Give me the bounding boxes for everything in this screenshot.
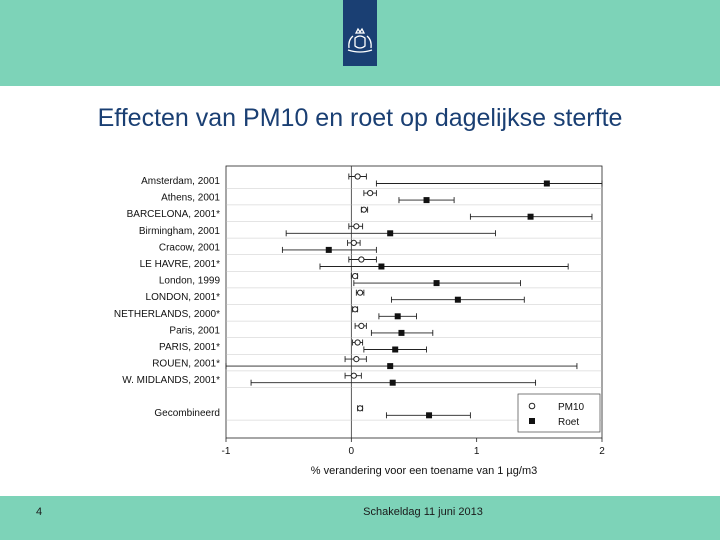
forest-plot xyxy=(100,160,620,480)
roet-point xyxy=(387,230,393,236)
roet-point xyxy=(455,297,461,303)
pm10-point xyxy=(351,240,356,245)
x-tick-label: 0 xyxy=(348,446,355,457)
row-label: London, 1999 xyxy=(158,275,220,287)
pm10-point xyxy=(368,191,373,196)
row-label: LE HAVRE, 2001* xyxy=(139,259,220,270)
pm10-point xyxy=(352,307,357,312)
row-label: PARIS, 2001* xyxy=(159,342,220,353)
row-label: W. MIDLANDS, 2001* xyxy=(122,375,220,387)
roet-point xyxy=(387,363,393,369)
roet-point xyxy=(398,330,404,336)
roet-point xyxy=(326,247,332,253)
row-label: Amsterdam, 2001 xyxy=(141,176,220,187)
roet-point xyxy=(392,347,398,353)
roet-point xyxy=(424,197,430,203)
pm10-point xyxy=(358,290,363,295)
pm10-point xyxy=(354,357,359,362)
roet-point xyxy=(434,280,440,286)
row-label: Gecombineerd xyxy=(154,407,220,419)
roet-point xyxy=(390,380,396,386)
pm10-point xyxy=(355,340,360,345)
row-label: NETHERLANDS, 2000* xyxy=(113,308,220,320)
crest-icon xyxy=(343,0,377,66)
page-number: 4 xyxy=(36,506,43,518)
roet-point xyxy=(395,313,401,319)
roet-point xyxy=(426,412,432,418)
roet-point xyxy=(544,181,550,187)
pm10-point xyxy=(354,224,359,229)
pm10-point xyxy=(351,373,356,378)
legend-roet-marker xyxy=(529,418,535,424)
row-label: Paris, 2001 xyxy=(169,325,220,337)
x-axis-label: % verandering voor een toename van 1 µg/m3 xyxy=(310,465,538,477)
bottom-band xyxy=(0,496,720,540)
x-tick-label: -1 xyxy=(221,446,231,457)
pm10-point xyxy=(359,257,364,262)
x-tick-label: 2 xyxy=(599,446,605,457)
row-label: Birmingham, 2001 xyxy=(138,225,220,237)
legend-roet-label: Roet xyxy=(558,417,580,428)
pm10-point xyxy=(355,174,360,179)
row-label: LONDON, 2001* xyxy=(145,292,220,304)
x-tick-label: 1 xyxy=(473,446,480,457)
row-label: BARCELONA, 2001* xyxy=(126,209,220,221)
legend-pm10-label: PM10 xyxy=(558,402,585,413)
pm10-point xyxy=(361,207,366,212)
crest-logo xyxy=(343,0,377,66)
row-label: Cracow, 2001 xyxy=(158,242,220,254)
roet-point xyxy=(528,214,534,220)
roet-point xyxy=(378,264,384,270)
slide-title: Effecten van PM10 en roet op dagelijkse sterfte xyxy=(97,104,623,132)
legend-pm10-marker xyxy=(529,403,535,409)
footer-text: Schakeldag 11 juni 2013 xyxy=(363,506,483,518)
row-label: ROUEN, 2001* xyxy=(152,358,220,370)
pm10-point xyxy=(359,323,364,328)
pm10-point xyxy=(358,406,363,411)
row-label: Athens, 2001 xyxy=(161,192,220,204)
pm10-point xyxy=(352,274,357,279)
